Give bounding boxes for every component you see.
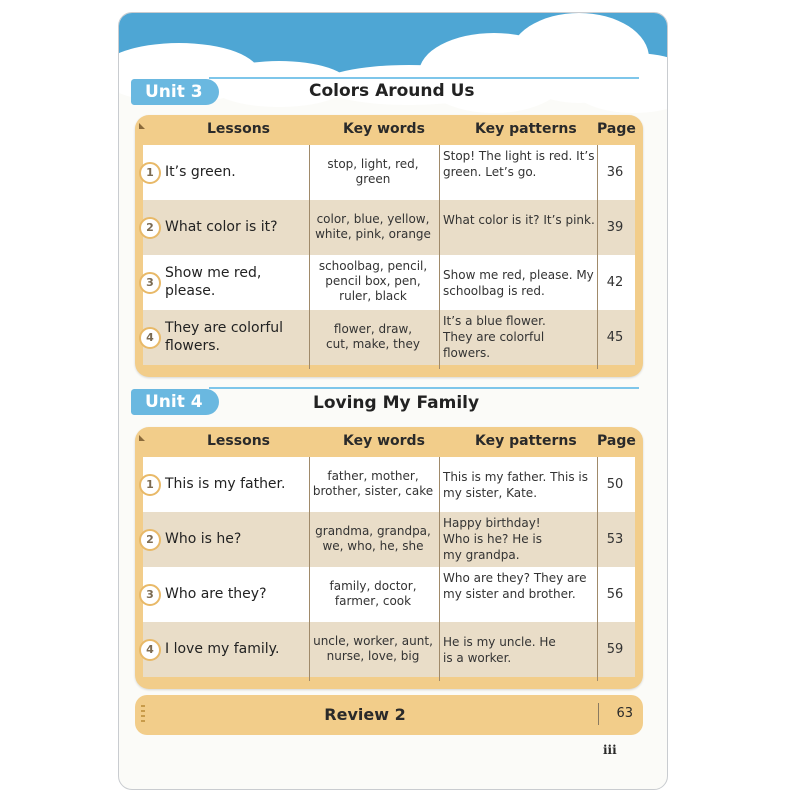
table-row — [143, 145, 635, 200]
table-row — [143, 567, 635, 622]
lesson-title: I love my family. — [165, 641, 280, 657]
unit-tab: Unit 3 — [131, 79, 219, 105]
table-row — [143, 457, 635, 512]
lesson-number: 3 — [139, 272, 161, 294]
column-divider — [439, 145, 440, 369]
page-number: 50 — [606, 477, 624, 492]
lesson-number: 3 — [139, 584, 161, 606]
table-body — [143, 457, 635, 681]
page-number: 39 — [606, 220, 624, 235]
key-words: schoolbag, pencil, pencil box, pen, ruler, black — [318, 259, 428, 303]
key-patterns: He is my uncle. He is a worker. — [443, 635, 556, 665]
lesson-title: Who is he? — [165, 531, 242, 547]
lesson-number: 1 — [139, 474, 161, 496]
table-row — [143, 310, 635, 365]
unit-title: Colors Around Us — [309, 81, 475, 101]
corner-mark — [139, 123, 145, 129]
lesson-table — [135, 427, 643, 689]
lesson-title: Who are they? — [165, 586, 267, 602]
lesson-title: It’s green. — [165, 164, 236, 180]
review-banner — [135, 695, 643, 735]
key-words: family, doctor, farmer, cook — [329, 579, 417, 608]
key-patterns: This is my father. This is my sister, Kate. — [443, 470, 588, 500]
lesson-number: 4 — [139, 639, 161, 661]
page-number: 53 — [606, 532, 624, 547]
lesson-number: 4 — [139, 327, 161, 349]
key-words: flower, draw, cut, make, they — [326, 322, 420, 351]
column-divider — [309, 145, 310, 369]
unit-divider — [209, 387, 639, 389]
column-header: Key words — [343, 121, 425, 137]
key-patterns: Stop! The light is red. It’s green. Let’s go. — [443, 149, 595, 179]
key-words: uncle, worker, aunt, nurse, love, big — [313, 634, 433, 663]
lesson-number: 2 — [139, 529, 161, 551]
column-header: Key patterns — [475, 433, 577, 449]
key-patterns: Happy birthday! Who is he? He is my grandpa. — [443, 516, 543, 562]
corner-mark — [139, 435, 145, 441]
column-header: Lessons — [207, 121, 270, 137]
key-patterns: It’s a blue flower. They are colorful flowers. — [443, 314, 546, 360]
lesson-title: This is my father. — [165, 476, 286, 492]
column-divider — [598, 703, 599, 725]
column-header: Page — [597, 121, 636, 137]
column-divider — [597, 145, 598, 369]
lesson-number: 2 — [139, 217, 161, 239]
table-row — [143, 255, 635, 310]
table-row — [143, 512, 635, 567]
key-words: stop, light, red, green — [327, 157, 419, 186]
page-number: 45 — [606, 330, 624, 345]
key-words: father, mother, brother, sister, cake — [312, 469, 434, 498]
key-patterns: Show me red, please. My schoolbag is red. — [443, 268, 594, 298]
lesson-number: 1 — [139, 162, 161, 184]
key-patterns: What color is it? It’s pink. — [443, 213, 595, 227]
column-header: Key patterns — [475, 121, 577, 137]
key-patterns: Who are they? They are my sister and brother. — [443, 571, 587, 601]
page-number: 36 — [606, 165, 624, 180]
page-number: 56 — [606, 587, 624, 602]
table-body — [143, 145, 635, 369]
table-row — [143, 622, 635, 677]
column-header: Lessons — [207, 433, 270, 449]
column-divider — [309, 457, 310, 681]
page-number: 42 — [606, 275, 624, 290]
unit-tab: Unit 4 — [131, 389, 219, 415]
lesson-title: Show me red, please. — [165, 265, 262, 299]
column-divider — [597, 457, 598, 681]
column-divider — [439, 457, 440, 681]
key-words: grandma, grandpa, we, who, he, she — [315, 524, 431, 553]
lesson-table — [135, 115, 643, 377]
column-header: Page — [597, 433, 636, 449]
column-header: Key words — [343, 433, 425, 449]
textbook-page — [118, 12, 668, 790]
unit-title: Loving My Family — [313, 393, 480, 413]
page-number: 59 — [606, 642, 624, 657]
page-folio: iii — [603, 743, 617, 757]
table-row — [143, 200, 635, 255]
review-title: Review 2 — [324, 705, 406, 724]
lesson-title: What color is it? — [165, 219, 278, 235]
key-words: color, blue, yellow, white, pink, orange — [315, 212, 431, 241]
unit-divider — [209, 77, 639, 79]
page-number: 63 — [616, 706, 633, 721]
lesson-title: They are colorful flowers. — [165, 320, 284, 354]
